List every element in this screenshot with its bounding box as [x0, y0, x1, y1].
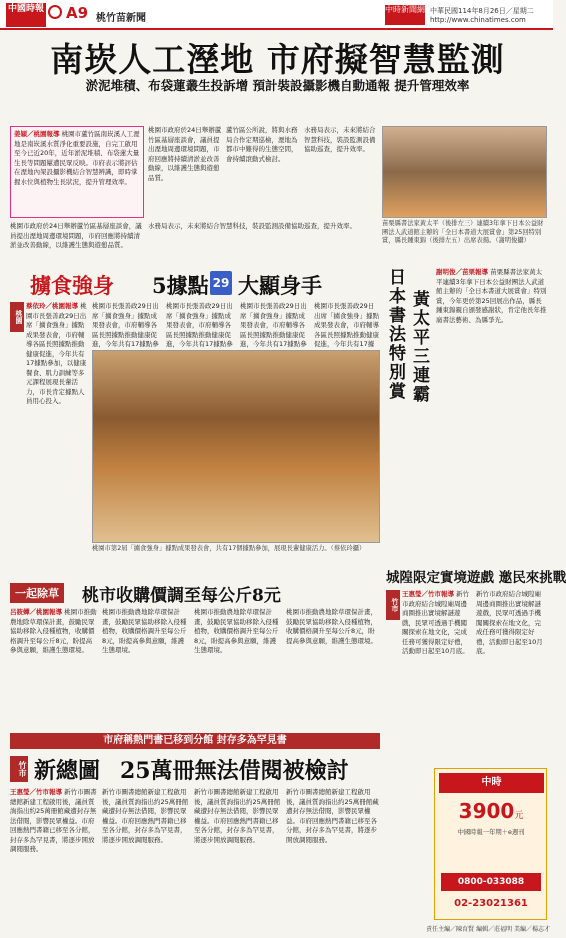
vertical-body: 苗栗縣書法家黃太平連續3年拿下日本公益財團法人武道館主辦的「全日本書道大展賞會」特別賞，今年更於第25回展出作品，縣長鍾東錦親自頒發感謝狀，肯定他長年推廣書法藝術、為縣爭光。: [436, 268, 547, 324]
story2-body-col-1: [26, 302, 88, 577]
story2-banner: [10, 266, 380, 298]
main-body-col-4: 桃園市政府於24日舉辦蘆竹區基層座談會，議員提出溼地周邊環境問題，市府回應將持續清淤並改善動線，以維護生態與遊憩品質。: [10, 222, 142, 249]
elderly-event-photo: [92, 350, 380, 543]
story2-body-col-2: 桃園市長張善政29日出席「擄食強身」據點成果發表會，市府輔導各區長照據點推動健康促進，今年共有17據點參: [92, 302, 159, 348]
date-line: [430, 7, 550, 25]
main-blurb: [10, 126, 144, 218]
calligraphy-photo-caption: 苗栗縣書法家黃太平（後排左三）連續3年拿下日本公益財團法人武道館主辦的「全日本書道大展賞會」第25回特別賞，縣長鍾東錦（後排左五）出席表揚。（謝明俊攝）: [382, 220, 544, 244]
calendar-icon: 29: [210, 271, 232, 295]
story4-body: 新竹市政府結合城隍廟周邊商圈推出實境解謎遊戲，民眾可透過手機闖關探索在地文化，完成任務可獲得限定好禮，活動即日起至10月底。: [402, 590, 470, 655]
story3-head: [10, 580, 380, 604]
main-body-col-1: 桃園市政府於24日舉辦蘆竹區基層座談會，議員提出溼地周邊環境問題，市府回應將持續清淤並改善動線，以維護生態與遊憩品質。: [148, 126, 222, 182]
story5-region-tag: 竹市: [10, 756, 28, 782]
story5-body-col-4: 新竹市圖書總館新建工程啟用後，議員質詢指出約25萬冊館藏遭封存無法借閱，影響民眾權益。市府回應熱門書籍已移至各分館，封存多為罕見書，將逐步開放調閱服務。: [286, 788, 379, 844]
story3-body-col-2: 桃園市推動農地除草環保計畫，鼓勵民眾協助移除入侵種植物，收購價格調升至每公斤8元，盼提高參與意願，維護生態環境。: [102, 608, 187, 654]
story3-body-col-3: 桃園市推動農地除草環保計畫，鼓勵民眾協助移除入侵種植物，收購價格調升至每公斤8元，盼提高參與意願，維護生態環境。: [194, 608, 279, 654]
vertical-title-1: 日本書法特別賞: [385, 268, 405, 401]
main-body-col-2: 蘆竹區公所說，將與水務局合作定期巡檢，溼地為都市中難得的生態空間，會持續滾動式檢討。: [226, 126, 298, 163]
calligraphy-award-photo: [382, 126, 547, 218]
site-url: http://www.chinatimes.com: [430, 16, 526, 24]
story2-body-col-3: 桃園市長張善政29日出席「擄食強身」據點成果發表會，市府輔導各區長照據點推動健康促進，今年共有17據點參: [166, 302, 233, 348]
story2-body-col-4: 桃園市長張善政29日出席「擄食強身」據點成果發表會，市府輔導各區長照據點推動健康促進，今年共有17據點參: [240, 302, 307, 348]
story4-body-col-2: 新竹市政府結合城隍廟周邊商圈推出實境解謎遊戲，民眾可透過手機闖關探索在地文化，完成任務可獲得限定好禮，活動即日起至10月底。: [476, 590, 543, 655]
story5-body: 新竹市圖書總館新建工程啟用後，議員質詢指出約25萬冊館藏遭封存無法借閱，影響民眾權益。市府回應熱門書籍已移至各分館，封存多為罕見書，將逐步開放調閱服務。: [10, 788, 97, 853]
story2-body: 桃園市長張善政29日出席「擄食強身」據點成果發表會，市府輔導各區長照據點推動健康促進，今年共有17據點參加，以健康餐食、肌力訓練等多元課程展現長輩活力，市長肯定據點人員用心投入。: [26, 302, 87, 405]
section-name: 桃竹苗新聞: [96, 13, 146, 24]
ad-phone-2[interactable]: 02-23021361: [454, 898, 528, 909]
story5-headline-left: 新總圖: [34, 758, 101, 784]
main-subhead: 淤泥堆積、布袋蓮叢生投訴增 預計裝設攝影機自動通報 提升管理效率: [85, 78, 470, 93]
vertical-byline: 謝明俊／苗栗報導: [436, 268, 488, 276]
subscription-ad: [434, 768, 547, 920]
story3-body: 桃園市推動農地除草環保計畫，鼓勵民眾協助移除入侵種植物，收購價格調升至每公斤8元，盼提高參與意願，維護生態環境。: [10, 608, 97, 654]
main-body-col-3: 水務局表示，未來將結合智慧科技，裝設監測設備協助巡查，提升效率。: [304, 126, 376, 153]
ad-brand: 中時: [439, 773, 544, 793]
story4-byline: 王惠瑩／竹市報導: [402, 590, 454, 598]
vertical-story-body: [436, 268, 547, 560]
story2-tail: 大顯身手: [238, 273, 322, 298]
story2-byline: 蔡依玲／桃園報導: [26, 302, 78, 310]
story5-body-col-1: [10, 788, 98, 920]
region-tag-taoyuan: 桃園: [10, 302, 24, 332]
story2-body-col-5: 桃園市長張善政29日出席「擄食強身」據點成果發表會，市府輔導各區長照據點推動健康促進，今年共有17據: [314, 302, 379, 348]
page-number: A9: [66, 4, 89, 22]
blurb-text: 桃園市蘆竹區南崁溪人工溼地是南崁溪水質淨化重要設施，自完工啟用至今已近20年，近年淤泥堆積、布袋蓮大量生長等問題屢遭民眾反映。市府表示將評估在溼地內架設攝影機結合智慧辨識，即時掌握水位與植物生長狀況，提升管理效率。: [14, 130, 140, 186]
newspaper-logo: 中國時報: [6, 3, 46, 27]
blurb-byline: 姜穎／桃園報導: [14, 130, 60, 138]
story4-body-col-1: [402, 590, 472, 762]
main-headline: 南崁人工溼地 市府擬智慧監測: [50, 40, 505, 79]
library-story-bar: 市府稱熱門書已移到分館 封存多為罕見書: [10, 733, 380, 749]
story3-body-col-4: 桃園市推動農地除草環保計畫，鼓勵民眾協助移除入侵種植物，收購價格調升至每公斤8元，盼提高參與意願，維護生態環境。: [286, 608, 377, 645]
badge-icon: [48, 5, 62, 19]
story5-body-col-2: 新竹市圖書總館新建工程啟用後，議員質詢指出約25萬冊館藏遭封存無法借閱，影響民眾權益。市府回應熱門書籍已移至各分館，封存多為罕見書，將逐步開放調閱服務。: [102, 788, 189, 844]
story4-headline: 城隍限定實境遊戲 邀民來挑戰: [386, 570, 566, 586]
date-text: 中華民國114年8月26日／星期二: [430, 7, 534, 15]
story5-headline-right: 25萬冊無法借閱被檢討: [120, 758, 349, 784]
story2-photo-caption: 桃園市第2屆「擄食強身」據點成果發表會，共有17個據點參加，展現長輩健康活力。（蔡依玲攝）: [92, 545, 366, 552]
story3-byline: 呂筱蟬／桃園報導: [10, 608, 62, 616]
main-body-col-5: 水務局表示，未來將結合智慧科技，裝設監測設備協助巡查，提升效率。: [148, 222, 356, 230]
story3-body-col-1: [10, 608, 98, 728]
masthead: [0, 0, 553, 30]
story2-count: 5據點: [152, 273, 209, 298]
vertical-title-2: 黃太平三連霸: [409, 290, 429, 404]
story5-head: [10, 754, 380, 784]
story3-kicker: 一起除草: [10, 583, 64, 603]
ad-price: [441, 799, 541, 825]
ad-price-value: 3900: [458, 799, 515, 823]
story2-kicker: 擄食強身: [30, 273, 114, 298]
story5-byline: 王惠瑩／竹市報導: [10, 788, 62, 796]
story5-body-col-3: 新竹市圖書總館新建工程啟用後，議員質詢指出約25萬冊館藏遭封存無法借閱，影響民眾權益。市府回應熱門書籍已移至各分館，封存多為罕見書，將逐步開放調閱服務。: [194, 788, 281, 844]
ad-price-unit: 元: [514, 811, 524, 821]
ad-phone[interactable]: 0800-033088: [441, 873, 541, 891]
right-brand-logo: 中時新聞網: [385, 5, 425, 25]
ad-desc: 中國時報一年期＋e週刊: [457, 829, 525, 836]
story3-headline: 桃市收購價調至每公斤8元: [82, 586, 281, 606]
region-tag-hsinchu: 竹市: [386, 590, 400, 620]
footer-credits: 責任主編／陳育賢 編輯／莊福明 美編／楊志才: [426, 926, 550, 933]
